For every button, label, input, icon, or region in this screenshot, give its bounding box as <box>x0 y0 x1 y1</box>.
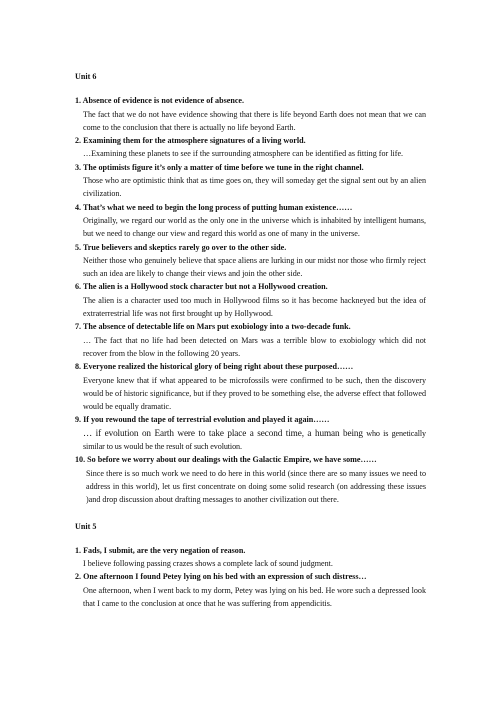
item-explanation: … The fact that no life had been detected on Mars was a terrible blow to exobiology which did not recover from the blow in the following 20 years. <box>83 335 426 358</box>
item-heading: 7. The absence of detectable life on Mars put exobiology into a two-decade funk. <box>75 322 351 332</box>
item-heading: 8. Everyone realized the historical glory of being right about these purposed…… <box>75 362 354 372</box>
item-explanation: One afternoon, when I went back to my dorm, Petey was lying on his bed. He wore such a depressed look that I came to the conclusion at once that he was suffering from appendicitis. <box>83 585 426 608</box>
item-explanation: Originally, we regard our world as the only one in the universe which is inhabited by intelligent humans, but we need to change our view and regard this world as one of many in the universe. <box>83 215 426 239</box>
item-heading: 6. The alien is a Hollywood stock character but not a Hollywood creation. <box>75 282 328 292</box>
item-heading: 2. One afternoon I found Petey lying on his bed with an expression of such distress… <box>75 572 367 582</box>
unit-5-list <box>75 544 426 610</box>
item-explanation: Since there is so much work we need to do here in this world (since there are so many issues we need to address in this world), let us first concentrate on doing some solid research (on addressing these issues )and drop discussion about drafting messages to another civilization out there. <box>86 468 426 505</box>
list-item <box>75 544 426 571</box>
item-heading: 2. Examining them for the atmosphere signatures of a living world. <box>75 136 306 146</box>
unit-title: Unit 6 <box>75 72 97 81</box>
list-item <box>75 413 426 453</box>
item-heading: 9. If you rewound the tape of terrestrial evolution and played it again…… <box>75 415 330 425</box>
item-explanation-part: who is genetically similar to us would be the result of such evolution. <box>83 428 426 452</box>
item-explanation <box>75 427 426 454</box>
item-explanation-part: … if evolution on Earth were to take place a second time, a human being <box>83 427 363 438</box>
list-item <box>75 360 426 413</box>
list-item <box>75 570 426 610</box>
item-explanation: …Examining these planets to see if the surrounding atmosphere can be identified as fitting for life. <box>83 149 404 159</box>
list-item <box>75 134 426 161</box>
item-explanation: Those who are optimistic think that as time goes on, they will someday get the signal sent out by an alien civilization. <box>83 176 426 199</box>
list-item <box>75 94 426 134</box>
item-heading: 1. Absence of evidence is not evidence of absence. <box>75 96 245 106</box>
item-heading: 1. Fads, I submit, are the very negation of reason. <box>75 545 246 555</box>
unit-title: Unit 5 <box>75 521 97 531</box>
list-item <box>75 241 426 281</box>
list-item <box>75 320 426 360</box>
item-explanation: Neither those who genuinely believe that space aliens are lurking in our midst nor those who firmly reject such an idea are likely to change their views and join the other side. <box>83 255 426 279</box>
item-explanation: Everyone knew that if what appeared to be microfossils were confirmed to be such, then the discovery would be of historic significance, but if they proved to be something else, the adverse effect that followed would be equally dramatic. <box>83 375 426 412</box>
list-item <box>75 161 426 201</box>
list-item <box>75 280 426 320</box>
item-heading: 3. The optimists figure it’s only a matter of time before we tune in the right channel. <box>75 162 364 172</box>
list-item <box>75 453 426 506</box>
item-explanation: The fact that we do not have evidence showing that there is life beyond Earth does not mean that we can come to the conclusion that there is actually no life beyond Earth. <box>83 109 426 132</box>
item-explanation: I believe following passing crazes shows a complete lack of sound judgment. <box>83 559 333 569</box>
item-heading: 5. True believers and skeptics rarely go over to the other side. <box>75 242 287 252</box>
list-item <box>75 201 426 241</box>
unit-6-list <box>75 94 426 506</box>
unit-5-section <box>75 520 426 611</box>
item-explanation: The alien is a character used too much in Hollywood films so it has become hackneyed but the idea of extraterrestrial life was not first brought up by Hollywood. <box>83 295 426 319</box>
item-heading: 4. That’s what we need to begin the long process of putting human existence…… <box>75 202 353 212</box>
unit-6-section <box>75 70 426 507</box>
item-heading: 10. So before we worry about our dealings with the Galactic Empire, we have some…… <box>75 455 377 465</box>
